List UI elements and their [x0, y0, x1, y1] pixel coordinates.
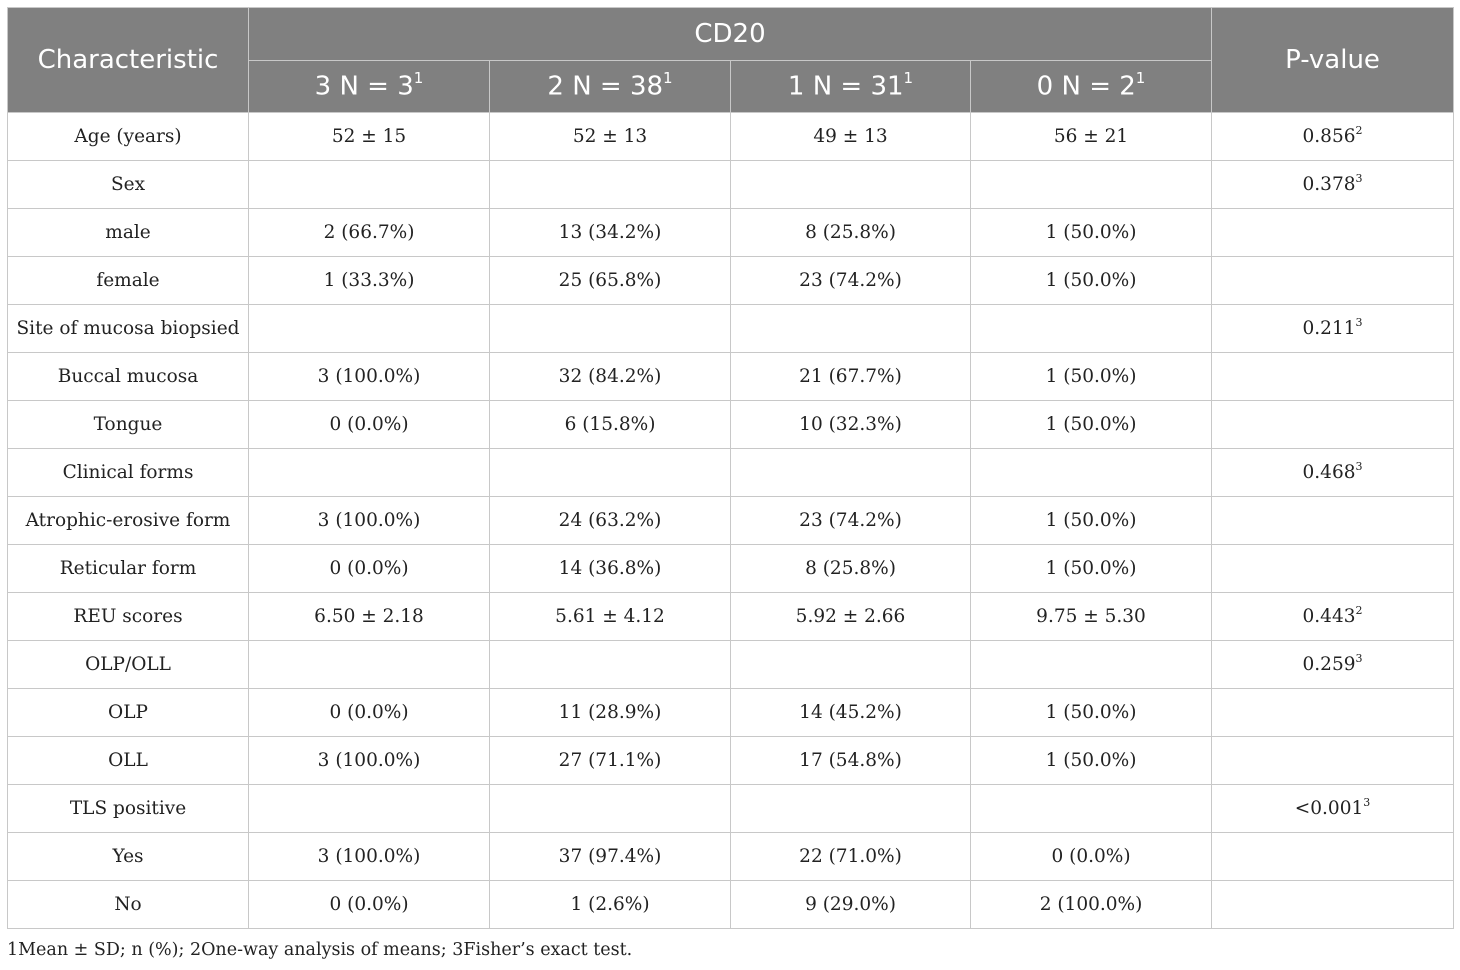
table-cell: [971, 305, 1212, 353]
table-cell: 23 (74.2%): [731, 257, 971, 305]
column-header-1: [731, 61, 971, 113]
table-container: [7, 7, 1453, 929]
column-header-label: 1 N = 31: [787, 71, 904, 102]
table-cell: 14 (36.8%): [490, 545, 731, 593]
table-cell: 6.50 ± 2.18: [249, 593, 490, 641]
table-cell: [971, 161, 1212, 209]
row-label: female: [8, 257, 249, 305]
column-header-0: [971, 61, 1212, 113]
table-cell: 9 (29.0%): [731, 881, 971, 929]
row-label: Tongue: [8, 401, 249, 449]
cd20-group-header: CD20: [249, 8, 1212, 61]
row-label: Site of mucosa biopsied: [8, 305, 249, 353]
table-cell: 2 (100.0%): [971, 881, 1212, 929]
table-cell: [249, 641, 490, 689]
table-row: [8, 641, 1454, 689]
p-value-footnote-mark: 3: [1355, 460, 1363, 474]
table-cell: 8 (25.8%): [731, 545, 971, 593]
p-value-cell: [1212, 593, 1454, 641]
table-row: [8, 305, 1454, 353]
table-cell: 1 (50.0%): [971, 689, 1212, 737]
table-cell: 23 (74.2%): [731, 497, 971, 545]
row-label: Atrophic-erosive form: [8, 497, 249, 545]
table-row: [8, 737, 1454, 785]
column-header-3: [249, 61, 490, 113]
column-header-label: 0 N = 2: [1036, 71, 1136, 102]
table-cell: [249, 161, 490, 209]
row-label: male: [8, 209, 249, 257]
table-cell: 27 (71.1%): [490, 737, 731, 785]
table-cell: 1 (50.0%): [971, 257, 1212, 305]
table-row: [8, 161, 1454, 209]
table-cell: 1 (50.0%): [971, 353, 1212, 401]
row-label: Clinical forms: [8, 449, 249, 497]
table-cell: 6 (15.8%): [490, 401, 731, 449]
p-value: 0.443: [1302, 606, 1356, 628]
table-cell: 1 (50.0%): [971, 497, 1212, 545]
column-header-footnote-mark: 1: [903, 69, 914, 88]
table-cell: [249, 785, 490, 833]
table-cell: 2 (66.7%): [249, 209, 490, 257]
table-cell: 1 (2.6%): [490, 881, 731, 929]
p-value-header: P-value: [1212, 8, 1454, 113]
row-label: Age (years): [8, 113, 249, 161]
p-value-footnote-mark: 2: [1355, 124, 1363, 138]
table-cell: [731, 161, 971, 209]
table-cell: [971, 785, 1212, 833]
table-row: [8, 833, 1454, 881]
cd20-characteristics-table: [7, 7, 1454, 929]
row-label: Yes: [8, 833, 249, 881]
column-header-footnote-mark: 1: [413, 69, 424, 88]
table-cell: 3 (100.0%): [249, 497, 490, 545]
row-label: Reticular form: [8, 545, 249, 593]
p-value-footnote-mark: 2: [1355, 604, 1363, 618]
table-cell: 37 (97.4%): [490, 833, 731, 881]
table-cell: [971, 449, 1212, 497]
table-cell: 25 (65.8%): [490, 257, 731, 305]
row-label: Buccal mucosa: [8, 353, 249, 401]
table-cell: 14 (45.2%): [731, 689, 971, 737]
table-row: [8, 113, 1454, 161]
header-row-top: [8, 8, 1454, 61]
p-value: 0.211: [1302, 318, 1356, 340]
table-cell: [249, 449, 490, 497]
p-value-footnote-mark: 3: [1355, 172, 1363, 186]
p-value-cell: [1212, 785, 1454, 833]
table-cell: 17 (54.8%): [731, 737, 971, 785]
row-label: OLL: [8, 737, 249, 785]
table-cell: 13 (34.2%): [490, 209, 731, 257]
table-cell: 5.92 ± 2.66: [731, 593, 971, 641]
table-row: [8, 785, 1454, 833]
table-row: [8, 881, 1454, 929]
table-cell: 1 (50.0%): [971, 545, 1212, 593]
table-footnote: 1Mean ± SD; n (%); 2One-way analysis of means; 3Fisher’s exact test.: [7, 940, 633, 960]
table-cell: 0 (0.0%): [971, 833, 1212, 881]
p-value: 0.856: [1302, 126, 1356, 148]
table-cell: 0 (0.0%): [249, 689, 490, 737]
table-cell: 11 (28.9%): [490, 689, 731, 737]
table-cell: 49 ± 13: [731, 113, 971, 161]
table-row: [8, 257, 1454, 305]
column-header-footnote-mark: 1: [1135, 69, 1146, 88]
table-cell: 1 (50.0%): [971, 737, 1212, 785]
table-body: [8, 113, 1454, 929]
table-cell: 3 (100.0%): [249, 737, 490, 785]
table-cell: 32 (84.2%): [490, 353, 731, 401]
p-value-cell: [1212, 641, 1454, 689]
p-value-footnote-mark: 3: [1355, 652, 1363, 666]
p-value-cell: [1212, 161, 1454, 209]
column-header-2: [490, 61, 731, 113]
column-header-footnote-mark: 1: [663, 69, 673, 88]
p-value-cell: [1212, 401, 1454, 449]
table-cell: [971, 641, 1212, 689]
p-value-cell: [1212, 737, 1454, 785]
table-cell: [731, 305, 971, 353]
p-value: <0.001: [1294, 798, 1364, 820]
table-cell: [490, 785, 731, 833]
p-value-footnote-mark: 3: [1355, 316, 1363, 330]
table-row: [8, 209, 1454, 257]
table-cell: 22 (71.0%): [731, 833, 971, 881]
table-cell: 1 (50.0%): [971, 401, 1212, 449]
table-cell: 24 (63.2%): [490, 497, 731, 545]
table-row: [8, 449, 1454, 497]
table-cell: [490, 161, 731, 209]
table-cell: [249, 305, 490, 353]
table-cell: 52 ± 13: [490, 113, 731, 161]
p-value-cell: [1212, 305, 1454, 353]
p-value-cell: [1212, 545, 1454, 593]
table-row: [8, 353, 1454, 401]
p-value-cell: [1212, 833, 1454, 881]
table-row: [8, 401, 1454, 449]
column-header-label: 3 N = 3: [314, 71, 414, 102]
p-value: 0.378: [1302, 174, 1356, 196]
table-cell: [731, 785, 971, 833]
column-header-label: 2 N = 38: [547, 71, 664, 102]
table-cell: 10 (32.3%): [731, 401, 971, 449]
row-label: TLS positive: [8, 785, 249, 833]
table-cell: [731, 641, 971, 689]
table-row: [8, 689, 1454, 737]
table-cell: 3 (100.0%): [249, 353, 490, 401]
table-cell: 0 (0.0%): [249, 545, 490, 593]
table-row: [8, 545, 1454, 593]
p-value-cell: [1212, 257, 1454, 305]
row-label: Sex: [8, 161, 249, 209]
p-value-cell: [1212, 881, 1454, 929]
p-value-cell: [1212, 449, 1454, 497]
table-cell: 0 (0.0%): [249, 401, 490, 449]
table-row: [8, 593, 1454, 641]
row-label: REU scores: [8, 593, 249, 641]
table-cell: 1 (50.0%): [971, 209, 1212, 257]
p-value-cell: [1212, 497, 1454, 545]
table-cell: 1 (33.3%): [249, 257, 490, 305]
table-cell: 3 (100.0%): [249, 833, 490, 881]
table-cell: 52 ± 15: [249, 113, 490, 161]
p-value-cell: [1212, 209, 1454, 257]
p-value: 0.468: [1302, 462, 1356, 484]
characteristic-header: Characteristic: [8, 8, 249, 113]
row-label: OLP: [8, 689, 249, 737]
table-cell: [731, 449, 971, 497]
table-header: [8, 8, 1454, 113]
table-cell: 9.75 ± 5.30: [971, 593, 1212, 641]
table-cell: [490, 449, 731, 497]
table-cell: 0 (0.0%): [249, 881, 490, 929]
p-value-cell: [1212, 689, 1454, 737]
table-cell: [490, 641, 731, 689]
p-value: 0.259: [1302, 654, 1356, 676]
table-cell: 5.61 ± 4.12: [490, 593, 731, 641]
row-label: OLP/OLL: [8, 641, 249, 689]
p-value-cell: [1212, 353, 1454, 401]
table-cell: 8 (25.8%): [731, 209, 971, 257]
table-row: [8, 497, 1454, 545]
p-value-cell: [1212, 113, 1454, 161]
row-label: No: [8, 881, 249, 929]
table-cell: 21 (67.7%): [731, 353, 971, 401]
p-value-footnote-mark: 3: [1363, 796, 1371, 810]
table-cell: [490, 305, 731, 353]
table-cell: 56 ± 21: [971, 113, 1212, 161]
